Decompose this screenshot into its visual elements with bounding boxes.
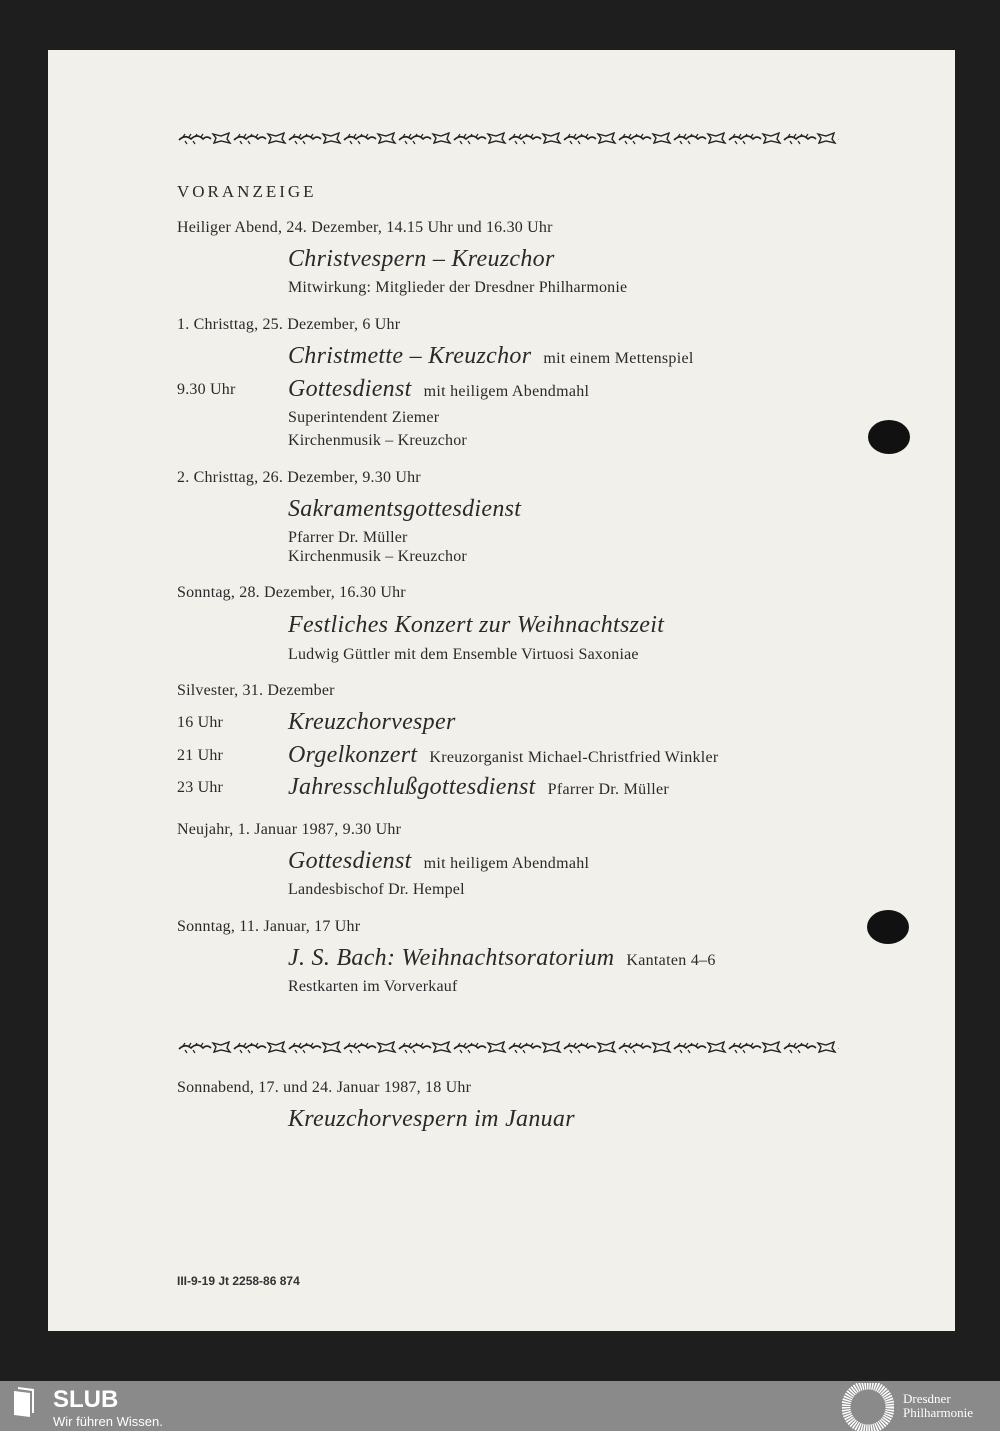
entry-time: 23 Uhr (177, 779, 224, 796)
punch-hole (867, 910, 909, 944)
entry-time: 9.30 Uhr (177, 381, 236, 398)
entry-title: Christmette – Kreuzchor mit einem Mettenspiel (288, 343, 694, 369)
entry-title: Festliches Konzert zur Weihnachtszeit (288, 612, 665, 638)
entry-date: Neujahr, 1. Januar 1987, 9.30 Uhr (177, 821, 402, 838)
entry-title: J. S. Bach: Weihnachtsoratorium Kantaten 4–6 (288, 945, 716, 971)
entry-detail: Kirchenmusik – Kreuzchor (288, 432, 467, 449)
philharmonie-name: Dresdner Philharmonie (903, 1391, 974, 1420)
punch-hole (868, 420, 910, 454)
slub-logo-icon (12, 1385, 42, 1419)
slub-name: SLUB (53, 1386, 119, 1413)
entry-time: 21 Uhr (177, 747, 224, 764)
ornament-border-top (177, 131, 839, 145)
entry-title: Jahresschlußgottesdienst Pfarrer Dr. Müller (288, 774, 669, 800)
entry-detail: Ludwig Güttler mit dem Ensemble Virtuosi Saxoniae (288, 646, 639, 663)
entry-date: 1. Christtag, 25. Dezember, 6 Uhr (177, 316, 401, 333)
entry-date: 2. Christtag, 26. Dezember, 9.30 Uhr (177, 469, 421, 486)
slub-tagline: Wir führen Wissen. (53, 1414, 163, 1429)
entry-title: Gottesdienst mit heiligem Abendmahl (288, 376, 590, 402)
entry-title: Sakramentsgottesdienst (288, 496, 522, 522)
entry-title: Orgelkonzert Kreuzorganist Michael-Christfried Winkler (288, 742, 719, 768)
entry-title: Gottesdienst mit heiligem Abendmahl (288, 848, 590, 874)
entry-date: Sonnabend, 17. und 24. Januar 1987, 18 Uhr (177, 1079, 472, 1096)
entry-detail: Pfarrer Dr. Müller (288, 529, 408, 546)
ornament-border-bottom (177, 1040, 839, 1054)
entry-time: 16 Uhr (177, 714, 224, 731)
footer-bar (0, 1381, 1000, 1431)
entry-date: Sonntag, 11. Januar, 17 Uhr (177, 918, 361, 935)
entry-detail: Superintendent Ziemer (288, 409, 440, 426)
entry-detail: Restkarten im Vorverkauf (288, 978, 458, 995)
entry-date: Sonntag, 28. Dezember, 16.30 Uhr (177, 584, 406, 601)
entry-detail: Landesbischof Dr. Hempel (288, 881, 465, 898)
philharmonie-logo-icon (842, 1383, 894, 1431)
entry-detail: Kirchenmusik – Kreuzchor (288, 548, 467, 565)
entry-title: Kreuzchorvespern im Januar (288, 1106, 575, 1132)
entry-detail: Mitwirkung: Mitglieder der Dresdner Philharmonie (288, 279, 628, 296)
entry-title: Christvespern – Kreuzchor (288, 246, 555, 272)
entry-date: Silvester, 31. Dezember (177, 682, 335, 699)
entry-date: Heiliger Abend, 24. Dezember, 14.15 Uhr und 16.30 Uhr (177, 219, 553, 236)
entry-title: Kreuzchorvesper (288, 709, 456, 735)
print-code: III-9-19 Jt 2258-86 874 (177, 1274, 300, 1288)
heading: VORANZEIGE (177, 182, 317, 201)
